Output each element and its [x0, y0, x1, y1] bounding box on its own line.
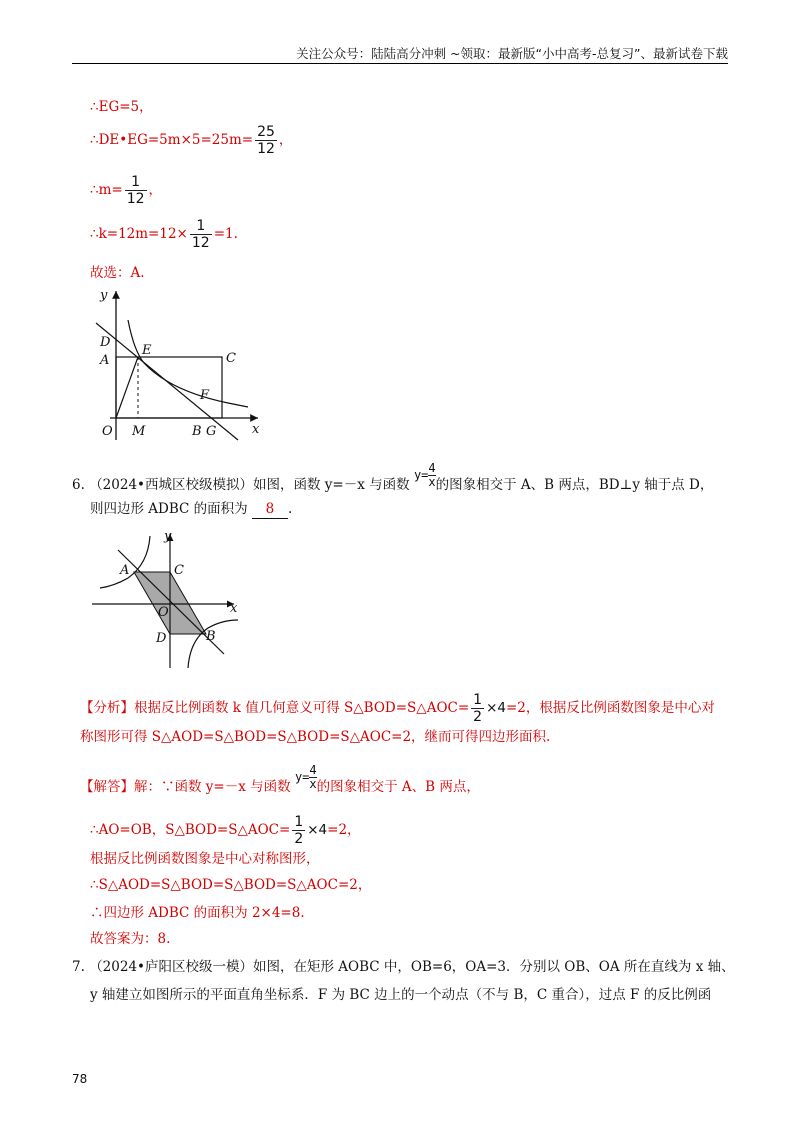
label-E: E	[142, 343, 152, 358]
function-fraction: y= $\frac{4}{x}$	[413, 461, 436, 489]
label-B: B	[192, 424, 202, 439]
header-rule	[72, 63, 728, 64]
label-x: x	[252, 422, 260, 437]
label-D: D	[100, 335, 111, 350]
answer-blank: 8	[252, 500, 288, 519]
function-fraction: y= $\frac{4}{x}$	[294, 763, 317, 791]
label-M: M	[132, 424, 146, 439]
label-O: O	[158, 605, 169, 620]
label-C: C	[226, 351, 236, 366]
solution-q6-line-1: 【解答】解：∵函数 y=－x 与函数 y= $\frac{4}{x}$ 的图象相交于 A、B 两点，	[80, 763, 480, 795]
solution-line-5: 故选：A.	[90, 265, 145, 281]
question-6-line-1: 6. （2024•西城区校级模拟）如图，函数 y=－x 与函数 y= $\frac{4}{x}$ 的图象相交于 A、B 两点，BD⊥y 轴于点 D，	[72, 461, 714, 493]
fraction: $\frac{1}{12}$	[126, 174, 145, 207]
solution-q6-line-4: ∴S△AOD=S△BOD=S△BOD=S△AOC=2，	[90, 877, 372, 893]
label-C: C	[174, 563, 184, 578]
analysis-line-2: 称图形可得 S△AOD=S△BOD=S△BOD=S△AOC=2，继而可得四边形面积.	[80, 729, 551, 745]
label-A: A	[120, 563, 130, 578]
solution-line-4: ∴k=12m=12× $\frac{1}{12}$ =1.	[90, 218, 238, 251]
fraction: $\frac{1}{2}$	[294, 814, 304, 847]
figure-parallelogram	[88, 528, 248, 670]
label-F: F	[200, 388, 210, 403]
label-x: x	[230, 601, 238, 616]
fraction: $\frac{1}{12}$	[191, 218, 210, 251]
analysis-line-1: 【分析】根据反比例函数 k 值几何意义可得 S△BOD=S△AOC= $\frac{1}{2}$ ×4=2，根据反比例函数图象是中心对	[80, 692, 715, 725]
label-O: O	[102, 424, 113, 439]
solution-q6-line-5: ∴四边形 ADBC 的面积为 2×4=8.	[90, 905, 305, 921]
solution-line-3: ∴m= $\frac{1}{12}$ ，	[90, 174, 163, 207]
solution-q6-line-3: 根据反比例函数图象是中心对称图形，	[90, 851, 320, 867]
fraction: $\frac{1}{2}$	[473, 692, 483, 725]
solution-line-2: ∴DE•EG=5m×5=25m= $\frac{25}{12}$ ，	[90, 124, 293, 157]
fraction: $\frac{25}{12}$	[257, 124, 275, 157]
solution-line-1: ∴EG=5，	[90, 99, 153, 115]
label-B: B	[206, 629, 216, 644]
label-G: G	[206, 424, 217, 439]
line-DG	[96, 323, 238, 440]
page-header: 关注公众号：陆陆高分冲刺 ~领取：最新版“小中高考-总复习”、最新试卷下载	[296, 46, 728, 61]
question-7-line-2: y 轴建立如图所示的平面直角坐标系．F 为 BC 边上的一个动点（不与 B，C 重合），过点 F 的反比例函	[90, 987, 712, 1003]
label-y: y	[164, 529, 172, 544]
page-number: 78	[72, 1072, 88, 1086]
solution-q6-line-2: ∴AO=OB，S△BOD=S△AOC= $\frac{1}{2}$ ×4=2，	[90, 814, 361, 847]
segment-OE	[116, 357, 138, 418]
solution-q6-line-6: 故答案为：8.	[90, 931, 171, 947]
label-A: A	[100, 353, 110, 368]
figure-rectangle-hyperbola	[88, 285, 268, 445]
question-7-line-1: 7. （2024•庐阳区校级一模）如图，在矩形 AOBC 中，OB=6，OA=3．分别以 OB、OA 所在直线为 x 轴、	[72, 959, 735, 975]
label-D: D	[156, 631, 167, 646]
label-y: y	[100, 288, 108, 303]
question-6-line-2: 则四边形 ADBC 的面积为 8 .	[90, 501, 293, 517]
